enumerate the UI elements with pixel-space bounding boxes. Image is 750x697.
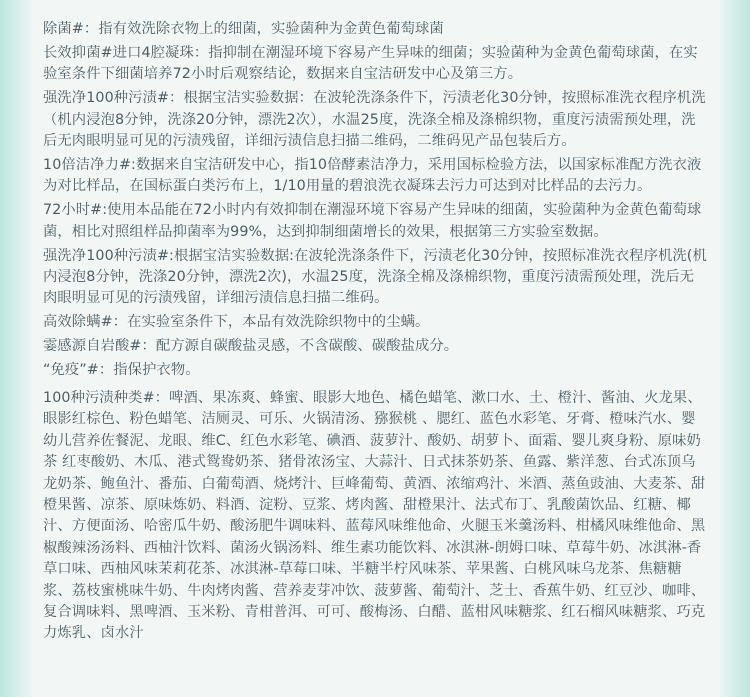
right-teal-edge bbox=[720, 0, 750, 697]
note-strong-cleaning-repeat: 强洗净100种污渍#:根据宝洁实验数据:在波轮洗涤条件下，污渍老化30分钟，按照标准洗衣程序机洗(机内浸泡8分钟，洗涤20分钟，漂洗2次)，水温25度，洗涤全棉及涤棉织物，重度污渍需预处理，洗后无肉眼明显可见的污渍残留，详细污渍信息扫描二维码。 bbox=[43, 247, 707, 307]
note-mite-removal: 高效除螨#：在实验室条件下，本品有效洗除织物中的尘螨。 bbox=[43, 314, 430, 331]
note-72-hours: 72小时#:使用本品能在72小时内有效抑制在潮湿环境下容易产生异味的细菌，实验菌种为金黄色葡萄球菌，相比对照组样品抑菌率为99%，达到抑制细菌增长的效果，根据第三方实验室数据。 bbox=[43, 202, 702, 240]
note-stain-types-list: 100种污渍种类#：啤酒、果冻爽、蜂蜜、眼影大地色、橘色蜡笔、漱口水、土、橙汁、酱油、火龙果、眼影红棕色、粉色蜡笔、洁厕灵、可乐、火锅清汤、猕猴桃 、腮红、蓝色水彩笔、牙膏、橙味汽水、婴幼儿营养佐餐泥、龙眼、维C、红色水彩笔、碘酒、菠萝汁、酸奶、胡萝卜、面霜、婴儿爽身粉、原味奶茶 红枣酸奶、木瓜、港式鸳鸯奶茶、猪骨浓汤宝、大蒜汁、日式抹茶奶茶、鱼露、紫洋葱、台式冻顶乌龙奶茶、鲍鱼汁、番茄、白葡萄酒、烧烤汁、巨峰葡萄、黄酒、浓缩鸡汁、米酒、蒸鱼豉油、大麦茶、甜橙果酱、凉茶、原味炼奶、料酒、淀粉、豆浆、烤肉酱、甜橙果汁、法式布丁、乳酸菌饮品、红糖、椰汁、方便面汤、哈密瓜牛奶、酸汤肥牛调味料、蓝莓风味维他命、火腿玉米羹汤料、柑橘风味维他命、黑椒酸辣汤汤料、西柚汁饮料、菌汤火锅汤料、维生素功能饮料、冰淇淋-朗姆口味、草莓牛奶、冰淇淋-香草口味、西柚风味茉莉花茶、冰淇淋-草莓口味、半糖半柠风味茶、苹果酱、白桃风味乌龙茶、焦糖糖浆、荔枝蜜桃味牛奶、牛肉烤肉酱、营养麦芽冲饮、菠萝酱、葡萄汁、芝士、香蕉牛奶、红豆沙、咖啡、复合调味料、黑啤酒、玉米粉、青柑普洱、可可、酸梅汤、白醋、蓝柑风味糖浆、红石榴风味糖浆、巧克力炼乳、卤水汁 bbox=[43, 390, 706, 642]
note-long-lasting-antibacterial: 长效抑菌#进口4腔凝珠：指抑制在潮湿环境下容易产生异味的细菌；实验菌种为金黄色葡萄球菌，在实验室条件下细菌培养72小时后观察结论，数据来自宝洁研发中心及第三方。 bbox=[43, 44, 698, 83]
note-strong-cleaning-100-stains: 强洗净100种污渍#：根据宝洁实验数据：在波轮洗涤条件下，污渍老化30分钟，按照标准洗衣程序机洗（机内浸泡8分钟，洗涤20分钟，漂洗2次），水温25度，洗涤全棉及涤棉织物，重度污渍需预处理，洗后无肉眼明显可见的污渍残留，详细污渍信息扫描二维码，二维码见产品包装后方。 bbox=[43, 90, 706, 150]
disclaimer-notes bbox=[43, 19, 708, 647]
note-sterilization: 除菌#：指有效洗除衣物上的细菌，实验菌种为金黄色葡萄球菌 bbox=[43, 21, 444, 37]
note-10x-cleaning-power: 10倍洁净力#:数据来自宝洁研发中心，指10倍酵素洁净力，采用国标检验方法，以国家标准配方洗衣液为对比样品，在国标蛋白类污布上，1/10用量的碧浪洗衣凝珠去污力可达到对比样品的去污力。 bbox=[43, 156, 702, 195]
note-immunity: “免疫”#：指保护衣物。 bbox=[43, 362, 200, 379]
note-carbonate-inspiration: 霎感源自岩酸#：配方源自碳酸盐灵感，不含碳酸、碳酸盐成分。 bbox=[43, 338, 459, 355]
left-teal-edge bbox=[0, 0, 30, 697]
